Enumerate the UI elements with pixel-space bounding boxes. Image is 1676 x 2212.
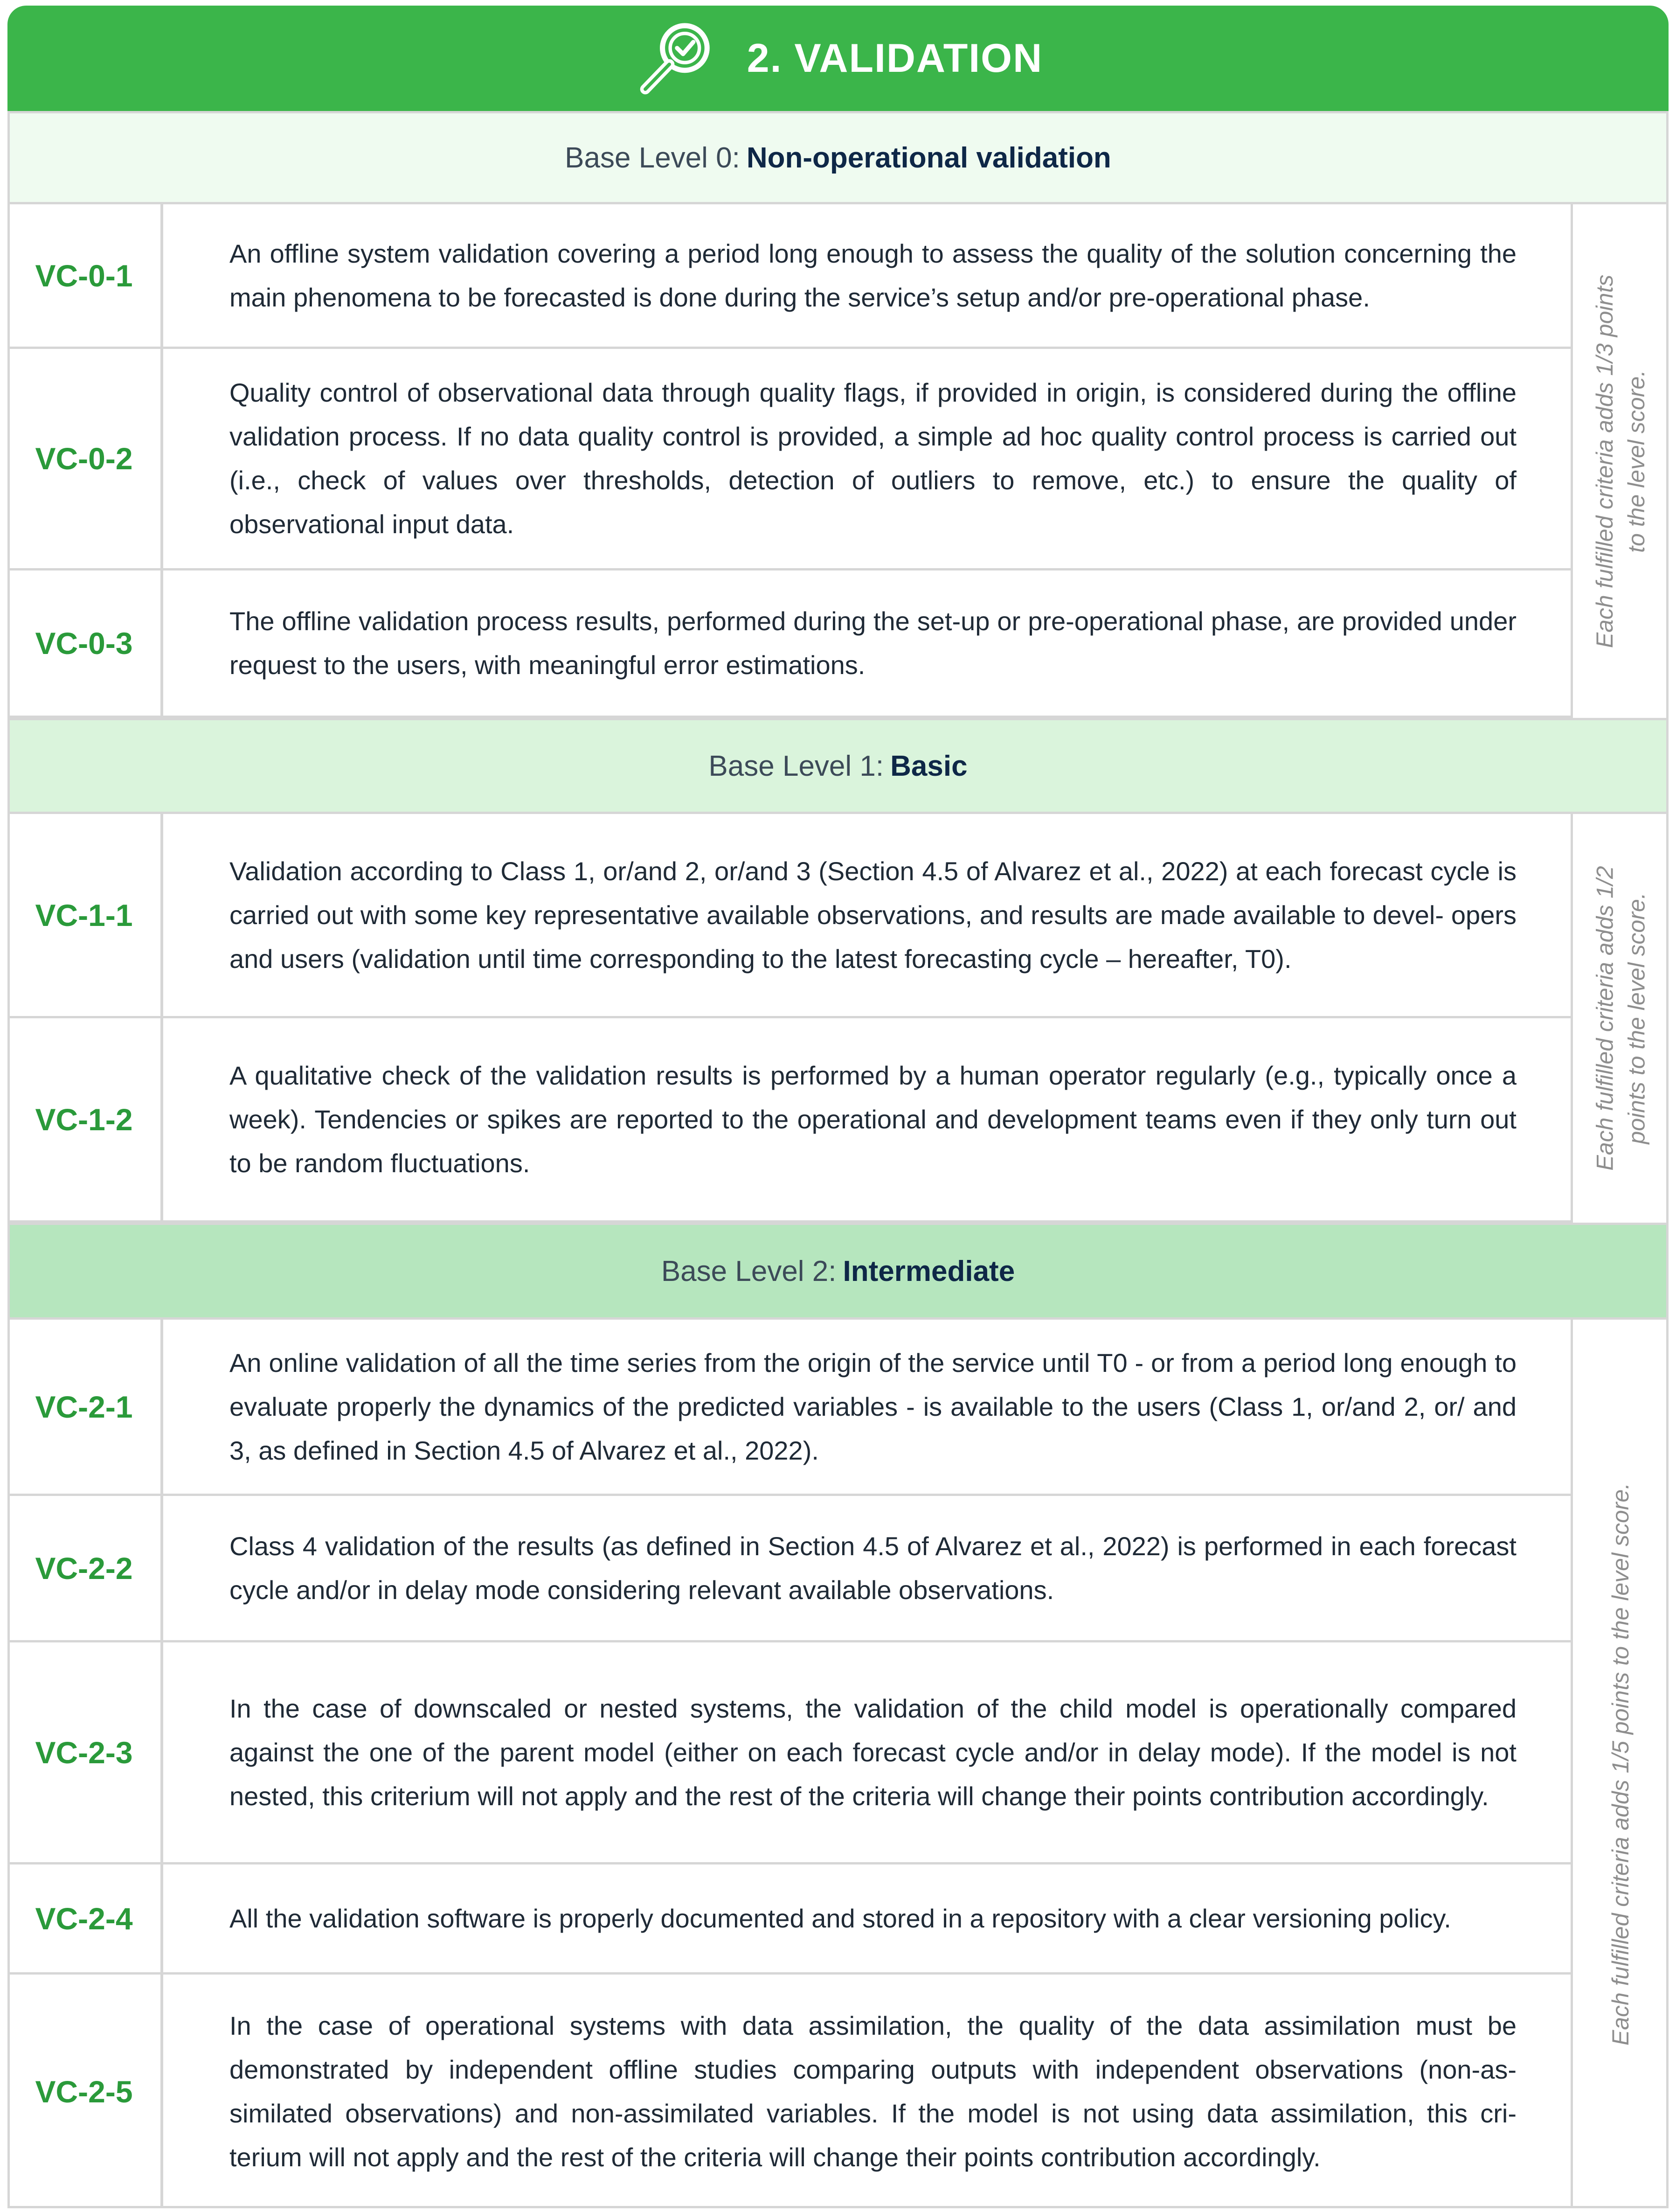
score-note-line: Each fulfilled criteria adds 1/5 points to the level score.: [1607, 1482, 1634, 2045]
criterion-code: VC-1-1: [7, 814, 163, 1016]
criterion-code: VC-2-3: [7, 1642, 163, 1862]
criterion-row: [7, 1864, 1571, 1975]
level-1-score-note: [1571, 814, 1669, 1223]
level-band-0: [7, 111, 1669, 204]
section-title: 2. VALIDATION: [747, 35, 1043, 81]
magnifier-check-icon: [633, 15, 719, 101]
score-note-line: Each fulfilled criteria adds 1/3 points: [1592, 274, 1618, 648]
score-note-line: to the level score.: [1623, 369, 1650, 553]
criterion-text: The offline validation process results, performed during the set-up or pre-operational phase, are provided under request to the users, with meaningful error estimations.: [229, 606, 1517, 680]
criterion-code: VC-0-2: [7, 349, 163, 568]
criterion-text: Quality control of observational data through quality flags, if provided in origin, is considered during the offline validation process. If no data quality control is provided, a simple ad hoc quality control process is carried out (i.e., check of values over thresholds, detection of outliers to remove, etc.) to ensure the quality of observational input data.: [229, 378, 1517, 539]
criterion-row: [7, 814, 1571, 1018]
criterion-text: A qualitative check of the validation results is performed by a human operator regularly (e.g., typically once a week). Tendencies or spikes are reported to the operational and development teams even if they only turn out to be random fluctuations.: [229, 1060, 1517, 1178]
criterion-row: [7, 1496, 1571, 1642]
criterion-code: VC-0-1: [7, 204, 163, 347]
section-header: [7, 6, 1669, 111]
criterion-text: Class 4 validation of the results (as defined in Section 4.5 of Alvarez et al., 2022) is performed in each forecast cycle and/or in delay mode considering relevant available observations.: [229, 1531, 1517, 1605]
criterion-row: [7, 1975, 1571, 2208]
criterion-text: Validation according to Class 1, or/and 2, or/and 3 (Section 4.5 of Alvarez et al., 2022) at each forecast cycle is carried out with some key representative available observations, and results are made available to devel- opers and users (validation until time corresponding to the latest forecasting cycle – hereafter, T0).: [229, 856, 1517, 974]
criterion-row: [7, 1320, 1571, 1496]
criterion-row: [7, 570, 1571, 718]
level-prefix: Base Level 2:: [661, 1255, 837, 1287]
criterion-code: VC-2-5: [7, 1975, 163, 2208]
level-name: Intermediate: [843, 1255, 1015, 1287]
criterion-text: All the validation software is properly documented and stored in a repository with a clear versioning policy.: [229, 1903, 1451, 1933]
criterion-code: VC-2-2: [7, 1496, 163, 1640]
criterion-row: [7, 204, 1571, 349]
level-name: Basic: [890, 750, 968, 782]
criterion-row: [7, 1018, 1571, 1223]
validation-card: [7, 6, 1669, 2208]
criterion-code: VC-1-2: [7, 1018, 163, 1220]
criterion-code: VC-0-3: [7, 570, 163, 716]
criterion-code: VC-2-4: [7, 1864, 163, 1972]
level-prefix: Base Level 0:: [565, 141, 740, 174]
criterion-row: [7, 349, 1571, 570]
level-name: Non-operational validation: [746, 141, 1111, 174]
level-band-1: [7, 718, 1669, 814]
criterion-text: In the case of downscaled or nested systems, the validation of the child model is operationally compared against the one of the parent model (either on each forecast cycle and/or in delay mode). If the model is not nested, this criterium will not apply and the rest of the criteria will change their points contribution accordingly.: [229, 1693, 1517, 1811]
criterion-text: An offline system validation covering a period long enough to assess the quality of the solution concerning the main phenomena to be forecasted is done during the service’s setup and/or pre-operational phase.: [229, 238, 1517, 312]
criterion-text: An online validation of all the time series from the origin of the service until T0 - or from a period long enough to evaluate properly the dynamics of the predicted variables - is available to the users (Class 1, or/and 2, or/ and 3, as defined in Section 4.5 of Alvarez et al., 2022).: [229, 1348, 1517, 1465]
criterion-row: [7, 1642, 1571, 1864]
level-0-score-note: [1571, 204, 1669, 718]
score-note-line: points to the level score.: [1623, 892, 1650, 1144]
level-prefix: Base Level 1:: [708, 750, 884, 782]
level-2-score-note: [1571, 1320, 1669, 2208]
criterion-text: In the case of operational systems with data assimilation, the quality of the data assimilation must be demonstrated by independent offline studies comparing outputs with independent observations (non-as- similated observations) and non-assimilated variables. If the model is not using data assimilation, this cri- terium will not apply and the rest of the criteria will change their points contribution accordingly.: [229, 2010, 1517, 2172]
level-band-2: [7, 1223, 1669, 1320]
criterion-code: VC-2-1: [7, 1320, 163, 1494]
score-note-line: Each fulfilled criteria adds 1/2: [1592, 866, 1618, 1171]
